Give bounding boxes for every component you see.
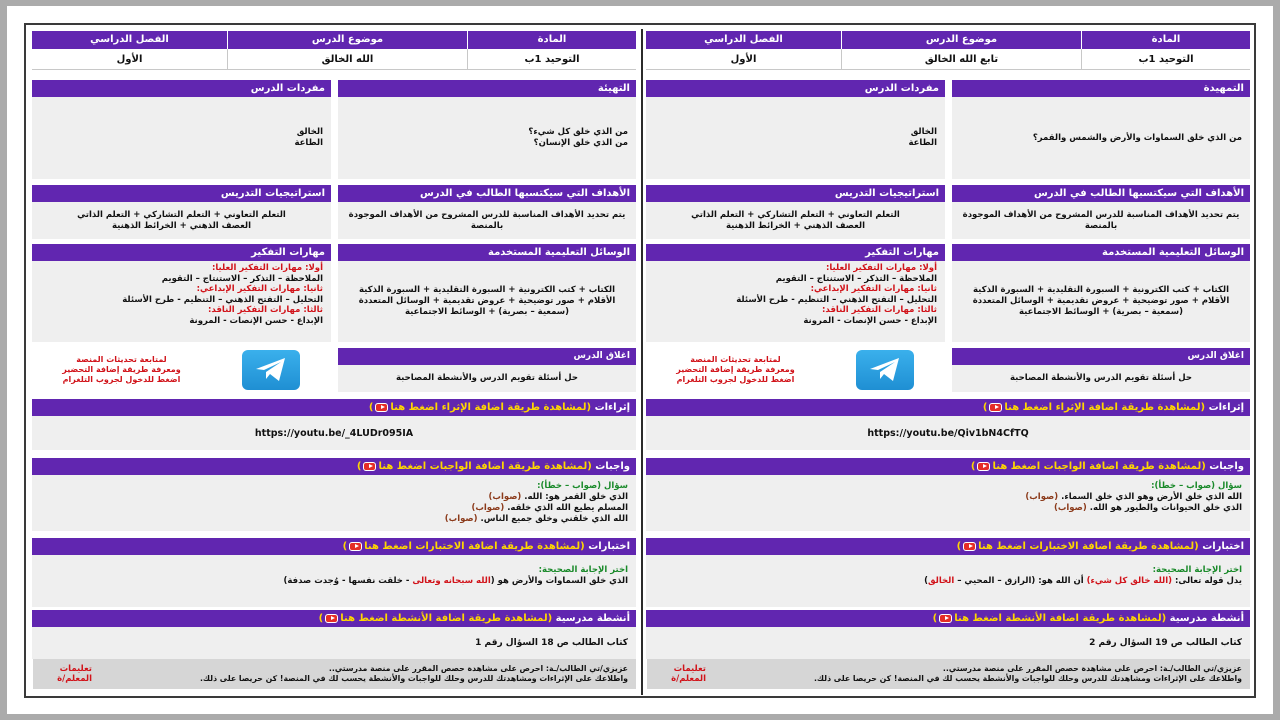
homework-items <box>654 492 1242 514</box>
homework-video-link[interactable]: (لمشاهدة طريقة اضافة الواجبات اضغط هنا) <box>970 461 1206 472</box>
aids-body <box>338 261 636 342</box>
homework-video-link[interactable]: (لمشاهدة طريقة اضافة الواجبات اضغط هنا) <box>356 461 592 472</box>
strategies-body <box>646 202 945 239</box>
thinking-body <box>32 261 331 329</box>
objectives-title: الأهداف التي سيكتسبها الطالب في الدرس <box>338 185 636 202</box>
telegram-icon[interactable] <box>856 350 914 390</box>
text-line: يتم تحديد الأهداف المناسبة للدرس المشروح من الأهداف الموجودة <box>962 209 1240 220</box>
homework-section <box>646 458 1250 531</box>
activities-body: كتاب الطالب ص 18 السؤال رقم 1 <box>32 627 636 659</box>
homework-items <box>40 492 628 525</box>
homework-title: واجبات (لمشاهدة طريقة اضافة الواجبات اضغط هنا) <box>32 458 636 475</box>
youtube-icon[interactable] <box>363 462 376 471</box>
vocab-box <box>646 80 945 179</box>
text-line: ومعرفة طريقة إضافة التحضير <box>62 365 181 374</box>
tests-video-link[interactable]: (لمشاهدة طريقة اضافة الاختبارات اضغط هنا) <box>956 541 1199 552</box>
text-line: بالمنصة <box>470 220 504 231</box>
instructions-label: تعليمات المعلم/ة <box>646 659 706 689</box>
enrichment-url[interactable]: https://youtu.be/_4LUDr095IA <box>32 416 636 450</box>
tests-video-link[interactable]: (لمشاهدة طريقة اضافة الاختبارات اضغط هنا) <box>342 541 585 552</box>
instructions-text <box>706 659 1250 689</box>
enrichment-title: إثراءات (لمشاهدة طريقة اضافة الإثراء اضغط هنا) <box>32 399 636 416</box>
lesson-plan-right <box>646 31 1250 693</box>
tests-question: يدل قوله تعالى: (الله خالق كل شيء) أن الله هو: (الرازق – المحيي – الخالق) <box>924 576 1242 586</box>
term-header: الفصل الدراسي <box>32 31 227 49</box>
enrichment-video-link[interactable]: (لمشاهدة طريقة اضافة الإثراء اضغط هنا) <box>368 402 592 413</box>
homework-body <box>646 475 1250 531</box>
thinking-title: مهارات التفكير <box>646 244 945 261</box>
strategies-box <box>646 185 945 239</box>
telegram-text[interactable] <box>32 355 211 385</box>
tests-title: اختبارات (لمشاهدة طريقة اضافة الاختبارات اضغط هنا) <box>32 538 636 555</box>
text-line: من الذي خلق الإنسان؟ <box>533 138 628 148</box>
closing-box <box>338 348 636 392</box>
term-value: الأول <box>32 49 227 70</box>
term-value: الأول <box>646 49 841 70</box>
enrichment-section <box>32 399 636 450</box>
warmup-body <box>952 97 1250 179</box>
youtube-icon[interactable] <box>375 403 388 412</box>
instructions-label: تعليمات المعلم/ة <box>32 659 92 689</box>
strategies-title: استراتيجيات التدريس <box>32 185 331 202</box>
text-line: التعلم التعاوني + التعلم التشاركي + التعلم الذاتي <box>691 209 900 220</box>
homework-answer: (صواب) <box>444 514 478 524</box>
instructions-line-2: واطلاعك على الإثراءات ومشاهدتك للدرس وحلك للواجبات والأنشطة يحسب لك في المنصة! كن حريصا على ذلك. <box>813 674 1242 683</box>
tests-heading: اختر الإجابة الصحيحة: <box>538 565 628 575</box>
activities-title: أنشطة مدرسية (لمشاهدة طريقة اضافة الأنشطة اضغط هنا) <box>646 610 1250 627</box>
homework-answer: (صواب) <box>1025 492 1059 502</box>
tests-body <box>32 555 636 607</box>
text-line: العصف الذهني + الخرائط الذهنية <box>725 220 866 231</box>
youtube-icon[interactable] <box>977 462 990 471</box>
objectives-box <box>338 185 636 239</box>
thinking-body <box>646 261 945 329</box>
homework-question: الذي خلق الحيوانات والطيور هو الله. <box>1089 503 1242 513</box>
youtube-icon[interactable] <box>989 403 1002 412</box>
thinking-line-3: الإبداع - حسن الإنصات - المرونة <box>803 315 937 326</box>
text-line: من الذي خلق السماوات والأرض والشمس والقمر؟ <box>1032 132 1242 143</box>
tests-title: اختبارات (لمشاهدة طريقة اضافة الاختبارات اضغط هنا) <box>646 538 1250 555</box>
text-line: (سمعية – بصرية) + الوسائط الاجتماعية <box>404 307 570 317</box>
tests-question: الذي خلق السماوات والأرض هو (الله سبحانه وتعالى - خلقت نفسها - وُجدت صدفة) <box>283 576 628 586</box>
activities-section <box>646 610 1250 659</box>
aids-body <box>952 261 1250 342</box>
text-line: الخالق <box>296 127 323 137</box>
topic-value: الله الخالق <box>227 49 468 70</box>
text-line: اضغط للدخول لجروب التلغرام <box>62 375 181 384</box>
thinking-heading-2: ثانيا: مهارات التفكير الإبداعي: <box>196 284 323 294</box>
text-line: الأقلام + صور توضيحية + عروض تقديمية + الوسائل المتعددة <box>972 296 1230 306</box>
thinking-line-1: الملاحظة – التذكر – الاستنتاج – التقويم <box>775 273 937 284</box>
text-line: يتم تحديد الأهداف المناسبة للدرس المشروح من الأهداف الموجودة <box>348 209 626 220</box>
closing-body: حل أسئلة تقويم الدرس والأنشطة المصاحبة <box>1010 373 1192 383</box>
strategies-title: استراتيجيات التدريس <box>646 185 945 202</box>
tests-section <box>32 538 636 607</box>
youtube-icon[interactable] <box>325 614 338 623</box>
aids-box <box>338 244 636 342</box>
strategies-body <box>32 202 331 239</box>
homework-answer: (صواب) <box>471 503 505 513</box>
term-header: الفصل الدراسي <box>646 31 841 49</box>
homework-item <box>654 503 1242 514</box>
objectives-body <box>338 202 636 239</box>
closing-title: اغلاق الدرس <box>952 348 1250 365</box>
text-line: الطاعة <box>294 138 323 148</box>
strategies-box <box>32 185 331 239</box>
vocab-title: مفردات الدرس <box>646 80 945 97</box>
closing-body: حل أسئلة تقويم الدرس والأنشطة المصاحبة <box>396 373 578 383</box>
homework-heading: سؤال (صواب – خطأ): <box>537 481 628 491</box>
warmup-title: التهيئة <box>338 80 636 97</box>
homework-item <box>40 503 628 514</box>
homework-question: الله الذي خلق الأرض وهو الذي خلق السماء. <box>1061 492 1242 502</box>
homework-answer: (صواب) <box>1053 503 1087 513</box>
thinking-heading-3: ثالثا: مهارات التفكير الناقد: <box>822 305 937 315</box>
telegram-icon-wrap[interactable] <box>211 350 331 390</box>
topic-header: موضوع الدرس <box>841 31 1082 49</box>
subject-header: المادة <box>1082 31 1250 49</box>
activities-title: أنشطة مدرسية (لمشاهدة طريقة اضافة الأنشطة اضغط هنا) <box>32 610 636 627</box>
youtube-icon[interactable] <box>963 542 976 551</box>
text-line: الكتاب + كتب الكترونية + السبورة التقليدية + السبورة الذكية <box>973 285 1229 295</box>
thinking-heading-3: ثالثا: مهارات التفكير الناقد: <box>208 305 323 315</box>
text-line: لمتابعة تحديثات المنصة <box>690 355 781 364</box>
instructions-text <box>92 659 636 689</box>
homework-question: المسلم يطيع الله الذي خلقه. <box>507 503 628 513</box>
homework-answer: (صواب) <box>488 492 522 502</box>
objectives-body <box>952 202 1250 239</box>
text-line: ومعرفة طريقة إضافة التحضير <box>676 365 795 374</box>
vocab-body <box>32 97 331 179</box>
homework-item <box>40 492 628 503</box>
text-line: لمتابعة تحديثات المنصة <box>76 355 167 364</box>
homework-section <box>32 458 636 531</box>
enrichment-title: إثراءات (لمشاهدة طريقة اضافة الإثراء اضغط هنا) <box>646 399 1250 416</box>
activities-section <box>32 610 636 659</box>
topic-header: موضوع الدرس <box>227 31 468 49</box>
text-line: الخالق <box>910 127 937 137</box>
objectives-title: الأهداف التي سيكتسبها الطالب في الدرس <box>952 185 1250 202</box>
thinking-box <box>646 244 945 342</box>
homework-item <box>40 514 628 525</box>
telegram-promo[interactable] <box>646 348 945 392</box>
thinking-box <box>32 244 331 342</box>
homework-title: واجبات (لمشاهدة طريقة اضافة الواجبات اضغط هنا) <box>646 458 1250 475</box>
telegram-text[interactable] <box>646 355 825 385</box>
telegram-icon-wrap[interactable] <box>825 350 945 390</box>
homework-question: الذي خلق القمر هو: الله. <box>524 492 628 502</box>
text-line: من الذي خلق كل شيء؟ <box>528 127 628 137</box>
telegram-icon[interactable] <box>242 350 300 390</box>
warmup-box <box>338 80 636 179</box>
tests-heading: اختر الإجابة الصحيحة: <box>1152 565 1242 575</box>
activities-video-link[interactable]: (لمشاهدة طريقة اضافة الأنشطة اضغط هنا) <box>932 613 1167 624</box>
homework-question: الله الذي خلقني وخلق جميع الناس. <box>480 514 628 524</box>
thinking-line-2: التحليل – التفتح الذهني – التنظيم - طرح الأسئلة <box>736 294 937 305</box>
text-line: (سمعية – بصرية) + الوسائط الاجتماعية <box>1018 307 1184 317</box>
homework-heading: سؤال (صواب – خطأ): <box>1151 481 1242 491</box>
activities-body: كتاب الطالب ص 19 السؤال رقم 2 <box>646 627 1250 659</box>
teacher-instructions <box>646 659 1250 689</box>
lesson-plan-left <box>32 31 636 693</box>
thinking-line-2: التحليل – التفتح الذهني – التنظيم - طرح الأسئلة <box>122 294 323 305</box>
enrichment-url[interactable]: https://youtu.be/Qiv1bN4CfTQ <box>646 416 1250 450</box>
youtube-icon[interactable] <box>939 614 952 623</box>
aids-title: الوسائل التعليمية المستخدمة <box>338 244 636 261</box>
thinking-line-3: الإبداع - حسن الإنصات - المرونة <box>189 315 323 326</box>
text-line: الكتاب + كتب الكترونية + السبورة التقليدية + السبورة الذكية <box>359 285 615 295</box>
thinking-heading-2: ثانيا: مهارات التفكير الإبداعي: <box>810 284 937 294</box>
aids-title: الوسائل التعليمية المستخدمة <box>952 244 1250 261</box>
vocab-body <box>646 97 945 179</box>
closing-title: اغلاق الدرس <box>338 348 636 365</box>
text-line: التعلم التعاوني + التعلم التشاركي + التعلم الذاتي <box>77 209 286 220</box>
warmup-body <box>338 97 636 179</box>
aids-box <box>952 244 1250 342</box>
objectives-box <box>952 185 1250 239</box>
telegram-promo[interactable] <box>32 348 331 392</box>
topic-value: تابع الله الخالق <box>841 49 1082 70</box>
text-line: بالمنصة <box>1084 220 1118 231</box>
warmup-box <box>952 80 1250 179</box>
enrichment-section <box>646 399 1250 450</box>
homework-item <box>654 492 1242 503</box>
vocab-box <box>32 80 331 179</box>
text-line: الطاعة <box>908 138 937 148</box>
thinking-line-1: الملاحظة – التذكر – الاستنتاج – التقويم <box>161 273 323 284</box>
thinking-heading-1: أولا: مهارات التفكير العليا: <box>825 263 937 273</box>
subject-value: التوحيد 1ب <box>1082 49 1250 70</box>
youtube-icon[interactable] <box>349 542 362 551</box>
subject-header: المادة <box>468 31 636 49</box>
instructions-line-1: عزيزي/تي الطالب/ـة: احرص على مشاهدة حصص المقرر على منصة مدرستي.. <box>328 664 628 673</box>
activities-video-link[interactable]: (لمشاهدة طريقة اضافة الأنشطة اضغط هنا) <box>318 613 553 624</box>
thinking-title: مهارات التفكير <box>32 244 331 261</box>
panel-divider <box>641 29 643 695</box>
closing-box <box>952 348 1250 392</box>
thinking-heading-1: أولا: مهارات التفكير العليا: <box>211 263 323 273</box>
text-line: الأقلام + صور توضيحية + عروض تقديمية + الوسائل المتعددة <box>358 296 616 306</box>
tests-section <box>646 538 1250 607</box>
instructions-line-1: عزيزي/تي الطالب/ـة: احرص على مشاهدة حصص المقرر على منصة مدرستي.. <box>942 664 1242 673</box>
slide-canvas <box>24 23 1256 698</box>
tests-body <box>646 555 1250 607</box>
text-line: اضغط للدخول لجروب التلغرام <box>676 375 795 384</box>
text-line: العصف الذهني + الخرائط الذهنية <box>111 220 252 231</box>
instructions-line-2: واطلاعك على الإثراءات ومشاهدتك للدرس وحلك للواجبات والأنشطة يحسب لك في المنصة! كن حريصا على ذلك. <box>199 674 628 683</box>
vocab-title: مفردات الدرس <box>32 80 331 97</box>
homework-body <box>32 475 636 531</box>
teacher-instructions <box>32 659 636 689</box>
warmup-title: التمهيدة <box>952 80 1250 97</box>
enrichment-video-link[interactable]: (لمشاهدة طريقة اضافة الإثراء اضغط هنا) <box>982 402 1206 413</box>
slide-frame <box>7 6 1273 714</box>
subject-value: التوحيد 1ب <box>468 49 636 70</box>
